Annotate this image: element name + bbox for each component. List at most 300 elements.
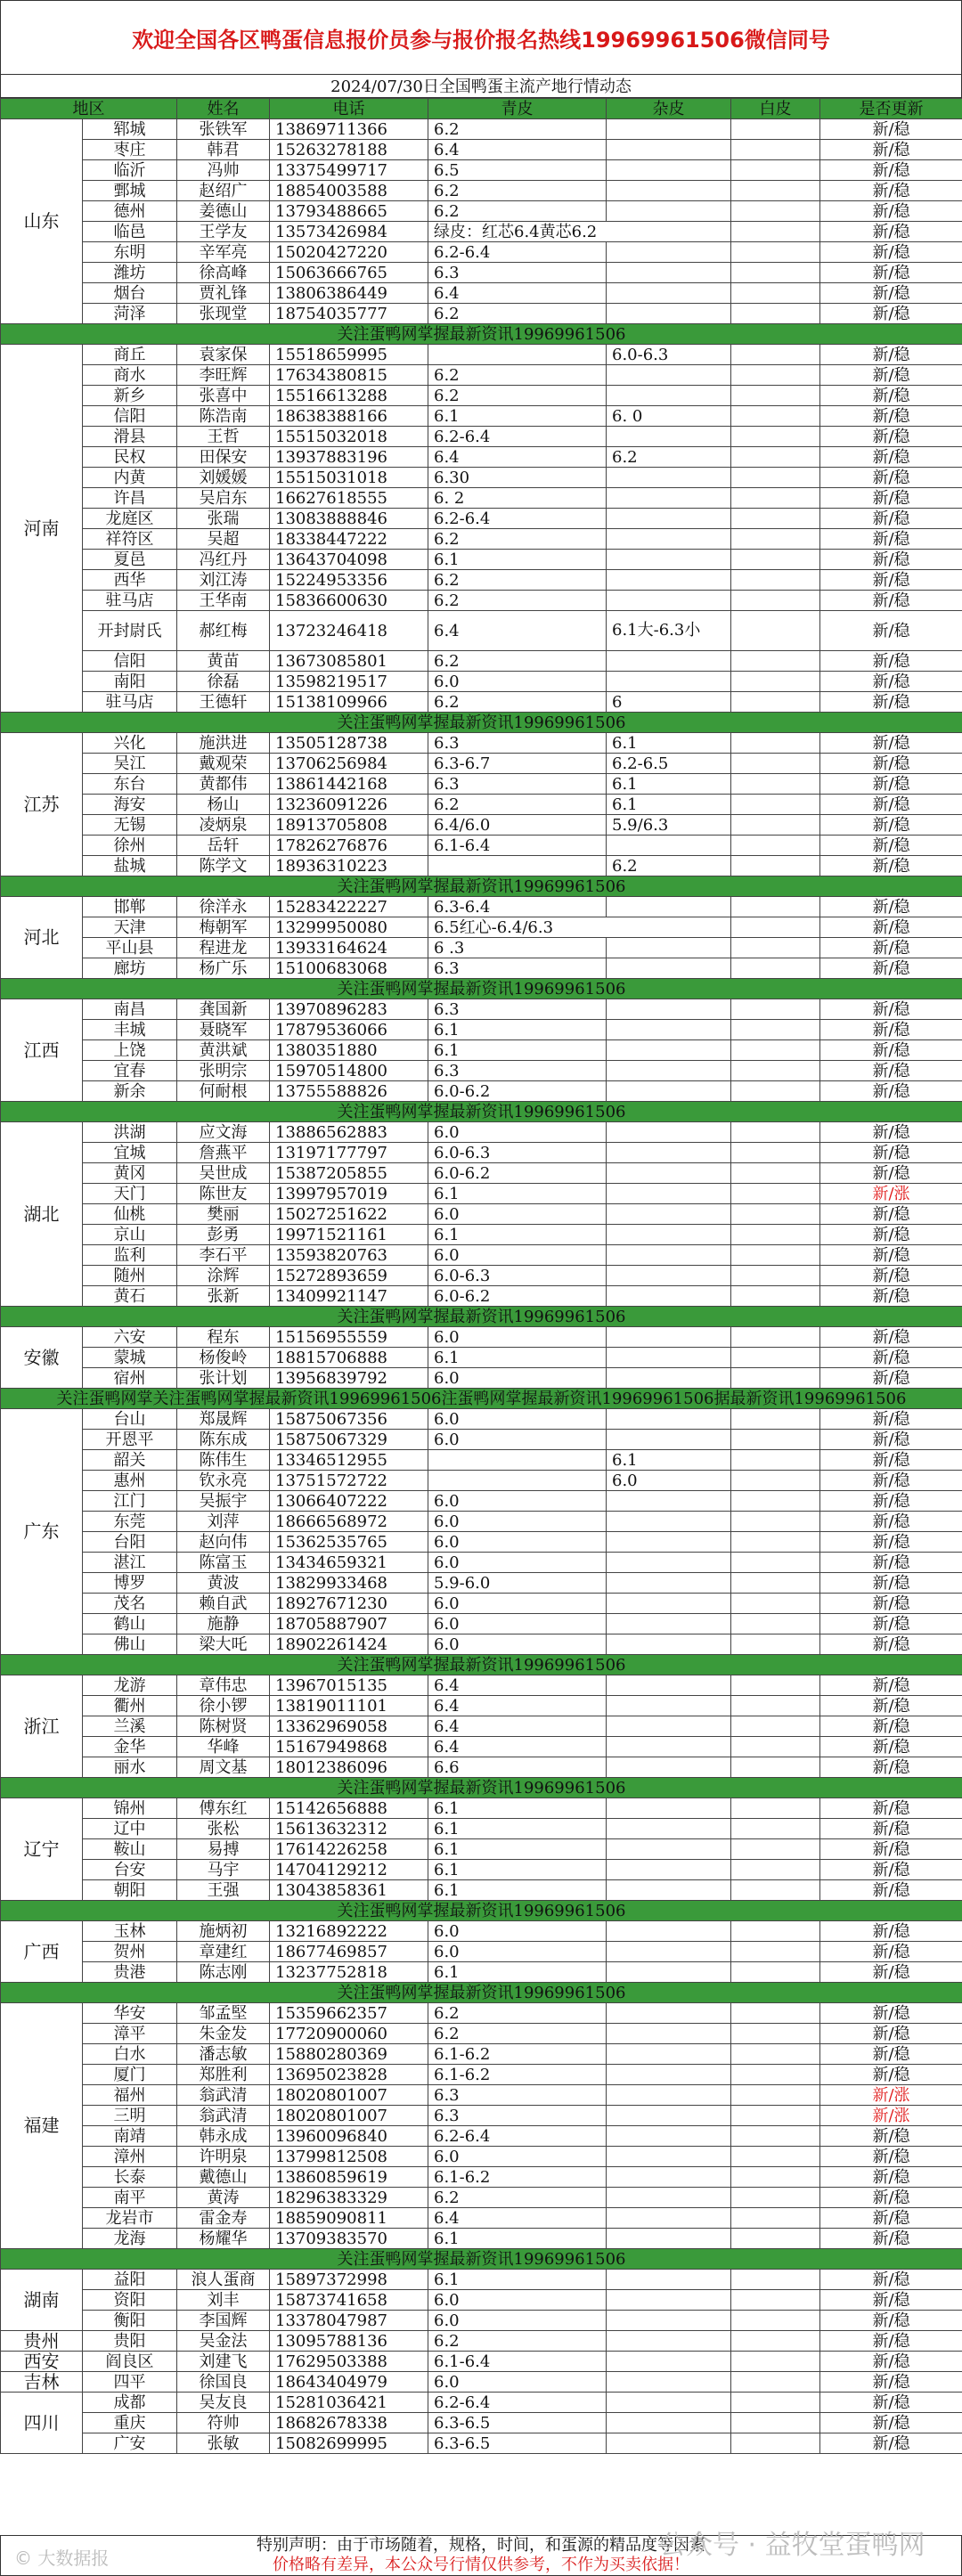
name-cell: 张敏: [177, 2433, 270, 2454]
city-cell: 开封尉氏: [83, 611, 177, 651]
city-cell: 佛山: [83, 1634, 177, 1655]
table-row: [1, 1757, 962, 1778]
qingpi-cell: 6.4: [428, 2208, 607, 2229]
qingpi-cell: 6.1: [428, 406, 607, 427]
status-cell: 新/稳: [820, 1163, 962, 1184]
table-row: [1, 1204, 962, 1225]
phone-cell: 18643404979: [270, 2372, 428, 2393]
city-cell: 贵港: [83, 1962, 177, 1983]
phone-cell: 13937883196: [270, 447, 428, 468]
baipi-cell: [731, 1266, 820, 1286]
baipi-cell: [731, 2393, 820, 2413]
table-row: [1, 1696, 962, 1716]
name-cell: 程进龙: [177, 938, 270, 958]
status-cell: 新/稳: [820, 1532, 962, 1553]
phone-cell: 13997957019: [270, 1184, 428, 1204]
name-cell: 吴超: [177, 529, 270, 550]
qingpi-cell: 6.0: [428, 1491, 607, 1512]
table-row: [1, 1512, 962, 1532]
baipi-cell: [731, 958, 820, 979]
phone-cell: 15836600630: [270, 591, 428, 611]
city-cell: 信阳: [83, 406, 177, 427]
status-cell: 新/稳: [820, 2065, 962, 2085]
phone-cell: 15281036421: [270, 2393, 428, 2413]
qingpi-cell: 6.3: [428, 2106, 607, 2126]
zapi-cell: [607, 140, 731, 160]
table-row: [1, 119, 962, 140]
qingpi-cell: 6.0: [428, 1532, 607, 1553]
status-cell: 新/稳: [820, 1696, 962, 1716]
city-cell: 黄石: [83, 1286, 177, 1307]
status-cell: 新/稳: [820, 1512, 962, 1532]
status-cell: 新/稳: [820, 958, 962, 979]
qingpi-cell: 6.1: [428, 2229, 607, 2249]
table-row: [1, 1430, 962, 1450]
status-cell: 新/稳: [820, 181, 962, 201]
phone-cell: 15142656888: [270, 1798, 428, 1819]
table-row: [1, 1716, 962, 1737]
baipi-cell: [731, 1286, 820, 1307]
city-cell: 信阳: [83, 651, 177, 672]
city-cell: 蒙城: [83, 1348, 177, 1368]
status-cell: 新/稳: [820, 406, 962, 427]
baipi-cell: [731, 1512, 820, 1532]
city-cell: 龙海: [83, 2229, 177, 2249]
table-row: [1, 611, 962, 651]
banner-text: 欢迎全国各区鸭蛋信息报价员参与报价报名热线19969961506微信同号: [132, 27, 830, 53]
status-cell: 新/稳: [820, 509, 962, 529]
status-cell: 新/稳: [820, 1553, 962, 1573]
phone-cell: 13573426984: [270, 222, 428, 242]
status-cell: 新/稳: [820, 2352, 962, 2372]
status-cell: 新/稳: [820, 1348, 962, 1368]
status-cell: 新/稳: [820, 1716, 962, 1737]
city-cell: 滑县: [83, 427, 177, 447]
city-cell: 商水: [83, 365, 177, 386]
zapi-cell: [607, 672, 731, 692]
status-cell: 新/稳: [820, 2413, 962, 2433]
zapi-cell: 6.0-6.3: [607, 345, 731, 365]
qingpi-cell: 6.4: [428, 283, 607, 304]
status-cell: 新/稳: [820, 242, 962, 263]
status-cell: 新/稳: [820, 938, 962, 958]
phone-cell: 18666568972: [270, 1512, 428, 1532]
promo-row: [1, 324, 962, 345]
table-row: [1, 1819, 962, 1839]
city-cell: 衢州: [83, 1696, 177, 1716]
table-row: [1, 1921, 962, 1942]
qingpi-cell: 6.0: [428, 2372, 607, 2393]
baipi-cell: [731, 917, 820, 938]
region-cell: 河北: [1, 897, 83, 979]
baipi-cell: [731, 1122, 820, 1143]
phone-cell: 15027251622: [270, 1204, 428, 1225]
qingpi-cell: 6.3: [428, 958, 607, 979]
baipi-cell: [731, 2208, 820, 2229]
promo-row: [1, 979, 962, 999]
table-row: [1, 836, 962, 856]
phone-cell: 13409921147: [270, 1286, 428, 1307]
name-cell: 章建红: [177, 1942, 270, 1962]
city-cell: 东明: [83, 242, 177, 263]
qingpi-cell: 6.3: [428, 263, 607, 283]
zapi-cell: 6.2: [607, 447, 731, 468]
qingpi-cell: 6.2: [428, 570, 607, 591]
name-cell: 陈世友: [177, 1184, 270, 1204]
table-row: [1, 447, 962, 468]
watermark-left: © 大数据报: [14, 2547, 110, 2569]
phone-cell: 13793488665: [270, 201, 428, 222]
status-cell: 新/稳: [820, 2003, 962, 2024]
status-cell: 新/稳: [820, 365, 962, 386]
qingpi-cell: 6.0: [428, 1512, 607, 1532]
city-cell: 福州: [83, 2085, 177, 2106]
status-cell: 新/稳: [820, 999, 962, 1020]
qingpi-cell: 6.1-6.4: [428, 2352, 607, 2372]
qingpi-cell: [428, 1471, 607, 1491]
qingpi-cell: 6.1: [428, 1020, 607, 1040]
table-row: [1, 242, 962, 263]
qingpi-cell: [428, 1450, 607, 1471]
table-row: [1, 427, 962, 447]
name-cell: 黄波: [177, 1573, 270, 1594]
qingpi-cell: 6.0: [428, 1594, 607, 1614]
table-row: [1, 1839, 962, 1860]
table-row: [1, 1573, 962, 1594]
city-cell: 朝阳: [83, 1880, 177, 1901]
name-cell: 张明宗: [177, 1061, 270, 1081]
zapi-cell: [607, 181, 731, 201]
baipi-cell: [731, 529, 820, 550]
name-cell: 施炳初: [177, 1921, 270, 1942]
table-row: [1, 181, 962, 201]
table-row: [1, 1798, 962, 1819]
table-row: [1, 2167, 962, 2188]
phone-cell: 13593820763: [270, 1245, 428, 1266]
promo-text: 关注蛋鸭网掌握最新资讯19969961506: [1, 1307, 962, 1327]
zapi-cell: 6: [607, 692, 731, 713]
qingpi-cell: 6.0: [428, 672, 607, 692]
status-cell: 新/稳: [820, 2167, 962, 2188]
table-row: [1, 2352, 962, 2372]
qingpi-cell: 6.2: [428, 591, 607, 611]
table-row: [1, 1368, 962, 1389]
zapi-cell: [607, 999, 731, 1020]
status-cell: 新/稳: [820, 283, 962, 304]
city-cell: 无锡: [83, 815, 177, 836]
name-cell: 郝红梅: [177, 611, 270, 651]
table-row: [1, 1634, 962, 1655]
name-cell: 韩君: [177, 140, 270, 160]
baipi-cell: [731, 1491, 820, 1512]
baipi-cell: [731, 1348, 820, 1368]
name-cell: 刘江涛: [177, 570, 270, 591]
table-row: [1, 938, 962, 958]
table-row: [1, 1266, 962, 1286]
zapi-cell: [607, 1430, 731, 1450]
city-cell: 江门: [83, 1491, 177, 1512]
table-row: [1, 795, 962, 815]
city-cell: 三明: [83, 2106, 177, 2126]
baipi-cell: [731, 1798, 820, 1819]
city-cell: 菏泽: [83, 304, 177, 324]
city-cell: 丰城: [83, 1020, 177, 1040]
qingpi-cell: 6.1: [428, 1348, 607, 1368]
region-cell: 湖北: [1, 1122, 83, 1307]
phone-cell: 17629503388: [270, 2352, 428, 2372]
qingpi-cell: 6.1-6.2: [428, 2167, 607, 2188]
status-cell: 新/稳: [820, 201, 962, 222]
phone-cell: 15167949868: [270, 1737, 428, 1757]
baipi-cell: [731, 304, 820, 324]
phone-cell: 13299950080: [270, 917, 428, 938]
zapi-cell: [607, 2229, 731, 2249]
phone-cell: 13861442168: [270, 774, 428, 795]
phone-cell: 18913705808: [270, 815, 428, 836]
city-cell: 仙桃: [83, 1204, 177, 1225]
baipi-cell: [731, 1573, 820, 1594]
baipi-cell: [731, 651, 820, 672]
zapi-cell: [607, 2085, 731, 2106]
name-cell: 陈志刚: [177, 1962, 270, 1983]
qingpi-cell: 6.2: [428, 386, 607, 406]
status-cell: 新/稳: [820, 2433, 962, 2454]
promo-row: [1, 1778, 962, 1798]
status-cell: 新/稳: [820, 2290, 962, 2311]
city-cell: 锦州: [83, 1798, 177, 1819]
name-cell: 施静: [177, 1614, 270, 1634]
baipi-cell: [731, 447, 820, 468]
baipi-cell: [731, 242, 820, 263]
qingpi-cell: 6.4: [428, 1696, 607, 1716]
qingpi-cell: 6.1: [428, 1962, 607, 1983]
zapi-cell: [607, 2147, 731, 2167]
baipi-cell: [731, 1594, 820, 1614]
phone-cell: 15873741658: [270, 2290, 428, 2311]
baipi-cell: [731, 386, 820, 406]
table-row: [1, 1737, 962, 1757]
city-cell: 夏邑: [83, 550, 177, 570]
table-row: [1, 2147, 962, 2167]
baipi-cell: [731, 1081, 820, 1102]
top-banner: [0, 0, 962, 75]
name-cell: 梁大吒: [177, 1634, 270, 1655]
qingpi-cell: 6 .3: [428, 938, 607, 958]
zapi-cell: [607, 1553, 731, 1573]
phone-cell: 15138109966: [270, 692, 428, 713]
city-cell: 新乡: [83, 386, 177, 406]
phone-cell: 13723246418: [270, 611, 428, 651]
phone-cell: 15082699995: [270, 2433, 428, 2454]
phone-cell: 18927671230: [270, 1594, 428, 1614]
status-cell: 新/稳: [820, 1081, 962, 1102]
city-cell: 鄄城: [83, 181, 177, 201]
zapi-cell: [607, 1819, 731, 1839]
baipi-cell: [731, 1184, 820, 1204]
zapi-cell: [607, 1327, 731, 1348]
baipi-cell: [731, 427, 820, 447]
zapi-cell: [607, 263, 731, 283]
phone-cell: 13095788136: [270, 2331, 428, 2352]
table-row: [1, 570, 962, 591]
table-row: [1, 488, 962, 509]
name-cell: 陈浩南: [177, 406, 270, 427]
city-cell: 丽水: [83, 1757, 177, 1778]
name-cell: 姜德山: [177, 201, 270, 222]
status-cell: 新/稳: [820, 1122, 962, 1143]
qingpi-cell: 5.9-6.0: [428, 1573, 607, 1594]
zapi-cell: [607, 570, 731, 591]
phone-cell: 18902261424: [270, 1634, 428, 1655]
qingpi-cell: 6.3: [428, 1061, 607, 1081]
city-cell: 漳平: [83, 2024, 177, 2044]
region-cell: 浙江: [1, 1675, 83, 1778]
zapi-cell: [607, 1880, 731, 1901]
qingpi-cell: 6.3: [428, 774, 607, 795]
qingpi-cell: 6.0: [428, 1368, 607, 1389]
phone-cell: 18682678338: [270, 2413, 428, 2433]
zapi-cell: [607, 2003, 731, 2024]
phone-cell: 15875067356: [270, 1409, 428, 1430]
status-cell: 新/稳: [820, 754, 962, 774]
zapi-cell: [607, 509, 731, 529]
status-cell: 新/稳: [820, 1245, 962, 1266]
baipi-cell: [731, 2147, 820, 2167]
qingpi-cell: 6.1-6.2: [428, 2044, 607, 2065]
qingpi-cell: 6.3-6.5: [428, 2413, 607, 2433]
qingpi-cell: 6.0: [428, 1327, 607, 1348]
zapi-cell: [607, 529, 731, 550]
promo-text: 关注蛋鸭网掌握最新资讯19969961506: [1, 324, 962, 345]
qingpi-cell: 6.2-6.4: [428, 509, 607, 529]
phone-cell: 17634380815: [270, 365, 428, 386]
name-cell: 刘萍: [177, 1512, 270, 1532]
table-row: [1, 1450, 962, 1471]
name-cell: 吴启东: [177, 488, 270, 509]
city-cell: 邯郸: [83, 897, 177, 917]
zapi-cell: [607, 1798, 731, 1819]
baipi-cell: [731, 1471, 820, 1491]
baipi-cell: [731, 2065, 820, 2085]
city-cell: 台安: [83, 1860, 177, 1880]
phone-cell: 13378047987: [270, 2311, 428, 2331]
city-cell: 茂名: [83, 1594, 177, 1614]
phone-cell: 17879536066: [270, 1020, 428, 1040]
phone-cell: 18754035777: [270, 304, 428, 324]
baipi-cell: [731, 1143, 820, 1163]
baipi-cell: [731, 1962, 820, 1983]
name-cell: 吴振宇: [177, 1491, 270, 1512]
baipi-cell: [731, 815, 820, 836]
baipi-cell: [731, 1634, 820, 1655]
city-cell: 开恩平: [83, 1430, 177, 1450]
status-cell: 新/稳: [820, 1409, 962, 1430]
city-cell: 白水: [83, 2044, 177, 2065]
baipi-cell: [731, 1880, 820, 1901]
table-row: [1, 1409, 962, 1430]
baipi-cell: [731, 1942, 820, 1962]
city-cell: 湛江: [83, 1553, 177, 1573]
baipi-cell: [731, 591, 820, 611]
status-cell: 新/稳: [820, 1675, 962, 1696]
baipi-cell: [731, 1225, 820, 1245]
status-cell: 新/稳: [820, 550, 962, 570]
name-cell: 田保安: [177, 447, 270, 468]
qingpi-cell: 6.4: [428, 1675, 607, 1696]
promo-text: 关注蛋鸭网掌握最新资讯19969961506: [1, 713, 962, 733]
city-cell: 京山: [83, 1225, 177, 1245]
name-cell: 徐高峰: [177, 263, 270, 283]
header-baipi: 白皮: [731, 99, 820, 119]
region-cell: 湖南: [1, 2270, 83, 2331]
baipi-cell: [731, 1204, 820, 1225]
qingpi-cell: 6. 2: [428, 488, 607, 509]
zapi-cell: 6.2-6.5: [607, 754, 731, 774]
name-cell: 韩永成: [177, 2126, 270, 2147]
phone-cell: 15613632312: [270, 1819, 428, 1839]
city-cell: 许昌: [83, 488, 177, 509]
qingpi-cell: 绿皮：红芯6.4黄芯6.2: [428, 222, 731, 242]
table-row: [1, 550, 962, 570]
zapi-cell: [607, 1921, 731, 1942]
qingpi-cell: 6.1: [428, 1819, 607, 1839]
qingpi-cell: 6.1-6.4: [428, 836, 607, 856]
qingpi-cell: 6.3-6.4: [428, 897, 607, 917]
table-row: [1, 1245, 962, 1266]
status-cell: 新/稳: [820, 447, 962, 468]
status-cell: 新/稳: [820, 2331, 962, 2352]
qingpi-cell: 6.0-6.3: [428, 1143, 607, 1163]
phone-cell: 13956839792: [270, 1368, 428, 1389]
status-cell: 新/稳: [820, 1327, 962, 1348]
disclaimer-line-1: 特别声明：由于市场随着，规格，时间，和蛋源的精品度等因素: [257, 2536, 705, 2555]
baipi-cell: [731, 468, 820, 488]
zapi-cell: [607, 242, 731, 263]
status-cell: 新/稳: [820, 1594, 962, 1614]
zapi-cell: [607, 1409, 731, 1430]
name-cell: 陈富玉: [177, 1553, 270, 1573]
table-row: [1, 917, 962, 938]
name-cell: 刘媛媛: [177, 468, 270, 488]
table-row: [1, 468, 962, 488]
status-cell: 新/稳: [820, 345, 962, 365]
baipi-cell: [731, 938, 820, 958]
phone-cell: 13505128738: [270, 733, 428, 754]
name-cell: 杨广乐: [177, 958, 270, 979]
zapi-cell: [607, 2106, 731, 2126]
status-cell: 新/稳: [820, 1061, 962, 1081]
table-row: [1, 406, 962, 427]
name-cell: 詹燕平: [177, 1143, 270, 1163]
qingpi-cell: 6.2: [428, 529, 607, 550]
zapi-cell: [607, 427, 731, 447]
table-row: [1, 1061, 962, 1081]
zapi-cell: [607, 1348, 731, 1368]
phone-cell: 13083888846: [270, 509, 428, 529]
zapi-cell: [607, 386, 731, 406]
baipi-cell: [731, 1368, 820, 1389]
price-table: [0, 98, 962, 2454]
baipi-cell: [731, 160, 820, 181]
zapi-cell: [607, 2126, 731, 2147]
status-cell: 新/稳: [820, 2208, 962, 2229]
name-cell: 吴金法: [177, 2331, 270, 2352]
baipi-cell: [731, 2126, 820, 2147]
table-row: [1, 815, 962, 836]
zapi-cell: [607, 1614, 731, 1634]
status-cell: 新/稳: [820, 1573, 962, 1594]
qingpi-cell: 6.0: [428, 1634, 607, 1655]
